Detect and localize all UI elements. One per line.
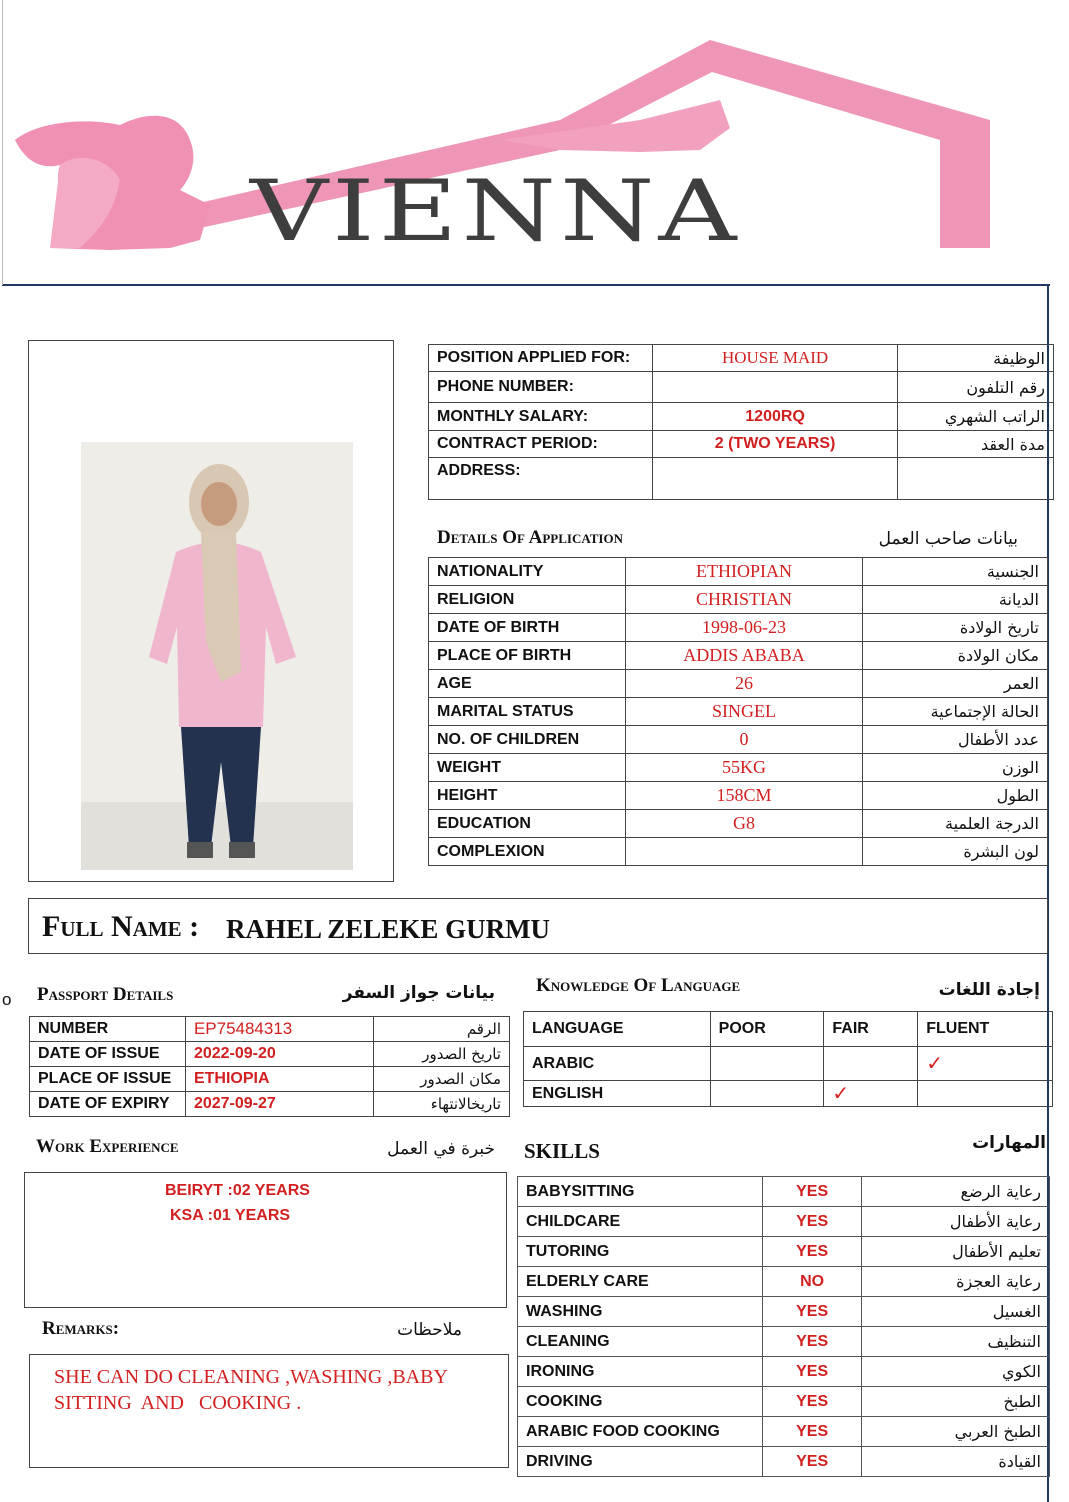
language-row [524,1081,1053,1107]
row-value: YES [762,1297,862,1327]
row-label-ar: تاريخ الصدور [374,1042,510,1067]
application-table [428,557,1048,866]
skills-title-ar: المهارات [972,1133,1046,1153]
header-divider [2,284,1050,286]
job-label-ar: الراتب الشهري [898,403,1054,431]
table-row [429,558,1048,586]
stray-mark: o [2,990,12,1009]
row-label: NUMBER [30,1017,186,1042]
row-value: YES [762,1177,862,1207]
row-value: 1998-06-23 [625,614,862,642]
passport-table [29,1016,510,1117]
row-label: EDUCATION [429,810,626,838]
language-header: LANGUAGE [524,1012,711,1047]
row-value: 158CM [625,782,862,810]
row-label-ar: تعليم الأطفال [862,1237,1050,1267]
row-value: 2027-09-27 [185,1092,373,1117]
row-value: 0 [625,726,862,754]
table-row [30,1067,510,1092]
job-value: 2 (TWO YEARS) [652,431,897,458]
table-row [518,1207,1050,1237]
row-label-ar: الطول [863,782,1048,810]
row-label: COMPLEXION [429,838,626,866]
row-value: ETHIOPIA [185,1067,373,1092]
work-line: BEIRYT :02 YEARS [165,1182,310,1199]
row-label-ar: الكوي [862,1357,1050,1387]
table-row [429,586,1048,614]
full-name-label: Full Name : [42,910,200,943]
row-label-ar: مكان الولادة [863,642,1048,670]
row-label: HEIGHT [429,782,626,810]
job-row [429,431,1054,458]
row-value: YES [762,1387,862,1417]
row-label-ar: التنظيف [862,1327,1050,1357]
table-row [30,1017,510,1042]
table-row [30,1042,510,1067]
job-value [652,372,897,403]
row-value: EP75484313 [185,1017,373,1042]
row-label: COOKING [518,1387,763,1417]
row-label: MARITAL STATUS [429,698,626,726]
job-label: CONTRACT PERIOD: [429,431,653,458]
row-label-ar: رعاية الرضع [862,1177,1050,1207]
row-label-ar: الوزن [863,754,1048,782]
remarks-title-ar: ملاحظات [397,1320,462,1340]
job-label: ADDRESS: [429,458,653,500]
row-label-ar: تاريخ الولادة [863,614,1048,642]
row-label: CLEANING [518,1327,763,1357]
language-fluent [918,1081,1053,1107]
table-row [518,1387,1050,1417]
row-value: 26 [625,670,862,698]
table-row [429,698,1048,726]
table-row [30,1092,510,1117]
language-fair: ✓ [824,1081,918,1107]
table-row [429,670,1048,698]
language-fair [824,1047,918,1081]
row-label: BABYSITTING [518,1177,763,1207]
language-header: FAIR [824,1012,918,1047]
left-edge-line [2,0,3,285]
language-header: FLUENT [918,1012,1053,1047]
table-row [429,838,1048,866]
table-row [518,1327,1050,1357]
row-value: YES [762,1327,862,1357]
language-poor [710,1081,824,1107]
application-title-ar: بيانات صاحب العمل [878,529,1018,549]
job-value [652,458,897,500]
row-value: NO [762,1267,862,1297]
language-table [523,1011,1053,1107]
remarks-line: SHE CAN DO CLEANING ,WASHING ,BABY [54,1366,448,1388]
remarks-title: Remarks: [42,1318,120,1339]
table-row [518,1267,1050,1297]
row-label-ar: الطبخ [862,1387,1050,1417]
passport-title: Passport Details [37,984,174,1005]
row-value: G8 [625,810,862,838]
row-label: NO. OF CHILDREN [429,726,626,754]
table-row [518,1417,1050,1447]
table-row [429,782,1048,810]
row-label-ar: الديانة [863,586,1048,614]
row-value: 2022-09-20 [185,1042,373,1067]
row-value: ETHIOPIAN [625,558,862,586]
skills-table [517,1176,1050,1477]
job-label: PHONE NUMBER: [429,372,653,403]
language-name: ARABIC [524,1047,711,1081]
job-label-ar: مدة العقد [898,431,1054,458]
row-label-ar: الجنسية [863,558,1048,586]
row-label-ar: رعاية الأطفال [862,1207,1050,1237]
row-label-ar: الغسيل [862,1297,1050,1327]
row-value: YES [762,1357,862,1387]
language-header-row [524,1012,1053,1047]
row-label: AGE [429,670,626,698]
job-row [429,458,1054,500]
row-label: DATE OF ISSUE [30,1042,186,1067]
row-label: TUTORING [518,1237,763,1267]
table-row [518,1357,1050,1387]
job-row [429,372,1054,403]
table-row [429,810,1048,838]
job-row [429,403,1054,431]
job-value: 1200RQ [652,403,897,431]
full-name-value: RAHEL ZELEKE GURMU [226,914,551,944]
row-label: ARABIC FOOD COOKING [518,1417,763,1447]
work-title: Work Experience [36,1136,179,1157]
job-table [428,344,1054,500]
row-label: DRIVING [518,1447,763,1477]
row-label: RELIGION [429,586,626,614]
language-title-ar: إجادة اللغات [938,980,1040,1000]
row-value: SINGEL [625,698,862,726]
table-row [518,1177,1050,1207]
job-label: MONTHLY SALARY: [429,403,653,431]
job-label: POSITION APPLIED FOR: [429,345,653,372]
row-label: PLACE OF BIRTH [429,642,626,670]
row-value: YES [762,1207,862,1237]
job-value: HOUSE MAID [652,345,897,372]
row-label-ar: الرقم [374,1017,510,1042]
language-header: POOR [710,1012,824,1047]
table-row [518,1447,1050,1477]
row-label: WASHING [518,1297,763,1327]
row-label-ar: الطبخ العربي [862,1417,1050,1447]
row-label: WEIGHT [429,754,626,782]
language-poor [710,1047,824,1081]
passport-title-ar: بيانات جواز السفر [342,983,495,1003]
table-row [429,614,1048,642]
applicant-photo [81,442,353,870]
brand-wordmark: VIENNA [250,162,741,261]
table-row [518,1297,1050,1327]
row-label: DATE OF EXPIRY [30,1092,186,1117]
work-title-ar: خبرة في العمل [387,1139,495,1159]
row-value: 55KG [625,754,862,782]
table-row [429,754,1048,782]
job-row [429,345,1054,372]
row-label: NATIONALITY [429,558,626,586]
row-label-ar: العمر [863,670,1048,698]
row-label: PLACE OF ISSUE [30,1067,186,1092]
skills-title: SKILLS [524,1139,600,1163]
row-label-ar: مكان الصدور [374,1067,510,1092]
row-label-ar: الدرجة العلمية [863,810,1048,838]
row-label-ar: تاريخالانتهاء [374,1092,510,1117]
row-value: CHRISTIAN [625,586,862,614]
row-label-ar: القيادة [862,1447,1050,1477]
job-label-ar: الوظيفة [898,345,1054,372]
applicant-photo-figure [81,442,353,870]
language-fluent: ✓ [918,1047,1053,1081]
row-value: YES [762,1417,862,1447]
table-row [429,726,1048,754]
work-line: KSA :01 YEARS [170,1207,291,1224]
row-label-ar: رعاية العجزة [862,1267,1050,1297]
row-value: ADDIS ABABA [625,642,862,670]
table-row [429,642,1048,670]
row-label-ar: الحالة الإجتماعية [863,698,1048,726]
language-row [524,1047,1053,1081]
row-label: ELDERLY CARE [518,1267,763,1297]
remarks-line: SITTING AND COOKING . [54,1392,302,1414]
row-value: YES [762,1447,862,1477]
row-label: CHILDCARE [518,1207,763,1237]
language-title: Knowledge Of Language [536,975,741,996]
application-title: Details Of Application [437,527,623,548]
job-label-ar: رقم التلفون [898,372,1054,403]
row-label-ar: عدد الأطفال [863,726,1048,754]
row-label-ar: لون البشرة [863,838,1048,866]
job-label-ar [898,458,1054,500]
row-label: IRONING [518,1357,763,1387]
row-value [625,838,862,866]
row-label: DATE OF BIRTH [429,614,626,642]
row-value: YES [762,1237,862,1267]
table-row [518,1237,1050,1267]
language-name: ENGLISH [524,1081,711,1107]
